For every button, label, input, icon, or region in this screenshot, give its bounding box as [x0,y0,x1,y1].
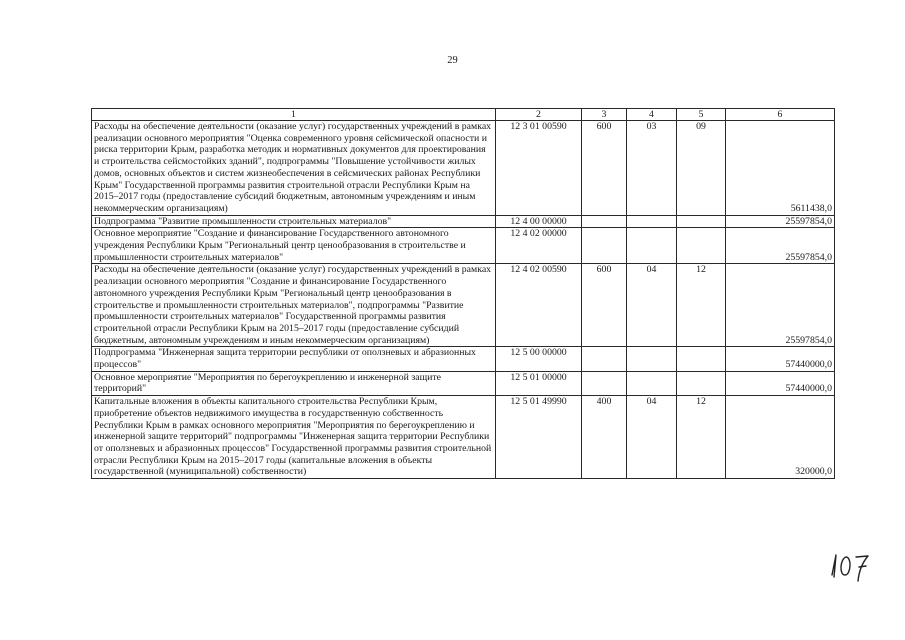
column-header: 6 [726,109,835,121]
row-col5 [677,371,726,395]
table-row [92,121,835,216]
row-code: 12 5 00 00000 [496,347,582,371]
row-col3: 600 [582,264,627,347]
table-row [92,215,835,228]
row-col5 [677,215,726,228]
row-col3 [582,371,627,395]
row-col4: 03 [627,121,677,216]
page-number: 29 [447,55,458,66]
row-amount: 25597854,0 [726,215,835,228]
row-description: Основное мероприятие "Создание и финансирование Государственного автономного учреждения Республики Крым "Региональный центр ценообразования в строительстве и промышленности строительных материалов" [92,228,496,264]
row-description: Расходы на обеспечение деятельности (оказание услуг) государственных учреждений в рамках реализации основного мероприятия "Оценка современного уровня сейсмической опасности и риска территории Крым, разработка методик и нормативных документов для проектирования и строительства сейсмостойких зданий", подпрограммы "Повышение устойчивости жилых домов, основных объектов и систем жизнеобеспечения в сейсмических районах Республики Крым" Государственной программы развития строительной отрасли Республики Крым на 2015–2017 годы (предоставление субсидий бюджетным, автономным учреждениям и иным некоммерческим организациям) [92,121,496,216]
row-code: 12 5 01 49990 [496,396,582,479]
row-col4 [627,215,677,228]
row-code: 12 4 00 00000 [496,215,582,228]
row-col4 [627,371,677,395]
row-description: Расходы на обеспечение деятельности (оказание услуг) государственных учреждений в рамках реализации основного мероприятия "Создание и финансирование Государственного автономного учреждения Республики Крым "Региональный центр ценообразования в строительстве и промышленности строительных материалов", подпрограммы "Развитие промышленности строительных материалов" Государственной программы развития строительной отрасли Республики Крым на 2015–2017 годы (предоставление субсидий бюджетным, автономным учреждениям и иным некоммерческим организациям) [92,264,496,347]
row-col5: 12 [677,264,726,347]
handwritten-signature [826,545,876,585]
row-col5: 12 [677,396,726,479]
row-description: Подпрограмма "Инженерная защита территории республики от оползневых и абразионных процессов" [92,347,496,371]
row-amount: 320000,0 [726,396,835,479]
column-header: 4 [627,109,677,121]
table-row [92,347,835,371]
row-amount: 57440000,0 [726,347,835,371]
row-col4: 04 [627,264,677,347]
row-description: Подпрограмма "Развитие промышленности строительных материалов" [92,215,496,228]
row-col5 [677,347,726,371]
row-amount: 25597854,0 [726,228,835,264]
table-row [92,371,835,395]
row-col3 [582,347,627,371]
column-header: 1 [92,109,496,121]
row-col4 [627,228,677,264]
budget-table [91,108,835,479]
table-header-row [92,109,835,121]
row-col3: 600 [582,121,627,216]
row-description: Основное мероприятие "Мероприятия по берегоукреплению и инженерной защите территорий" [92,371,496,395]
row-amount: 57440000,0 [726,371,835,395]
row-col4 [627,347,677,371]
column-header: 2 [496,109,582,121]
row-col3 [582,215,627,228]
row-col3 [582,228,627,264]
row-description: Капитальные вложения в объекты капитального строительства Республики Крым, приобретение объектов недвижимого имущества в государственную собственность Республики Крым в рамках основного мероприятия "Мероприятия по берегоукреплению и инженерной защите территорий" подпрограммы "Инженерная защита территории Республики от оползневых и абразионных процессов" Государственной программы развития строительной отрасли Республики Крым на 2015–2017 годы (капитальные вложения в объекты государственной (муниципальной) собственности) [92,396,496,479]
row-col4: 04 [627,396,677,479]
column-header: 5 [677,109,726,121]
row-code: 12 4 02 00000 [496,228,582,264]
table-row [92,228,835,264]
row-code: 12 4 02 00590 [496,264,582,347]
row-code: 12 3 01 00590 [496,121,582,216]
row-col5: 09 [677,121,726,216]
row-col5 [677,228,726,264]
row-amount: 5611438,0 [726,121,835,216]
table-row [92,264,835,347]
row-code: 12 5 01 00000 [496,371,582,395]
table-row [92,396,835,479]
column-header: 3 [582,109,627,121]
row-amount: 25597854,0 [726,264,835,347]
row-col3: 400 [582,396,627,479]
